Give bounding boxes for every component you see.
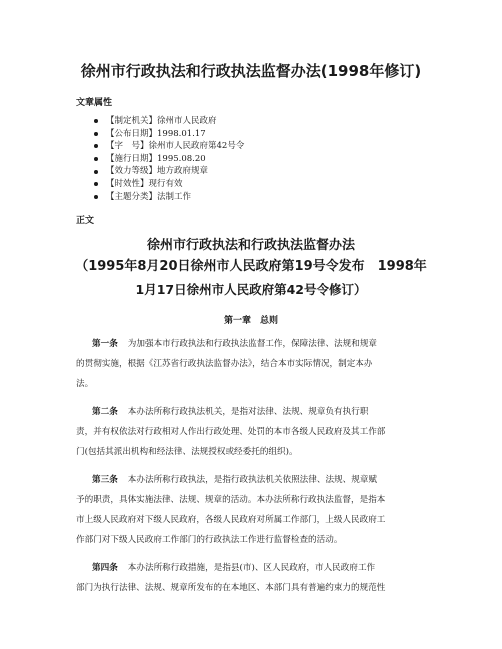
law-title-line: 徐州市行政执法和行政执法监督办法 xyxy=(146,238,355,253)
chapter-heading: 第一章 总则 xyxy=(223,316,278,326)
article-1-line: 的贯彻实施，根据《江苏省行政执法监督办法》，结合本市实际情况，制定本办 xyxy=(76,359,373,369)
attribute-text: 【施行日期】1995.08.20 xyxy=(106,153,206,164)
article-3-line: 予的职责，具体实施法律、法规、规章的活动。本办法所称行政执法监督，是指本 xyxy=(76,495,386,505)
bullet-icon xyxy=(94,119,98,123)
attributes-list xyxy=(76,115,436,203)
body-heading: 正文 xyxy=(76,216,95,226)
attribute-item-document-number xyxy=(76,140,436,153)
article-4-line: 部门为执行法律、法规、规章所发布的在本地区、本部门具有普遍约束力的规范性 xyxy=(76,583,386,593)
bullet-icon xyxy=(94,144,98,148)
attribute-item-validity xyxy=(76,178,436,191)
article-3-line: 市上级人民政府对下级人民政府，各级人民政府对所属工作部门，上级人民政府工 xyxy=(76,515,386,525)
article-text: 本办法所称行政执法，是指行政执法机关依照法律、法规、规章赋 xyxy=(127,475,378,485)
attribute-text: 【效力等级】地方政府规章 xyxy=(106,166,209,177)
attribute-item-publish-date xyxy=(76,128,436,141)
article-number: 第一条 xyxy=(92,339,118,349)
attribute-text: 【字 号】徐州市人民政府第42号令 xyxy=(106,141,245,152)
article-3-line xyxy=(92,470,452,490)
attribute-item-issuer xyxy=(76,115,436,128)
article-number: 第三条 xyxy=(92,475,118,485)
article-1-line: 法。 xyxy=(76,379,94,389)
article-2-line: 责，并有权依法对行政相对人作出行政处理、处罚的本市各级人民政府及其工作部 xyxy=(76,427,386,437)
attribute-item-category xyxy=(76,191,436,204)
article-1-line xyxy=(92,334,452,354)
bullet-icon xyxy=(94,170,98,174)
bullet-icon xyxy=(94,132,98,136)
article-number: 第四条 xyxy=(92,563,118,573)
article-number: 第二条 xyxy=(92,407,118,417)
article-text: 为加强本市行政执法和行政执法监督工作，保障法律、法规和规章 xyxy=(127,339,378,349)
bullet-icon xyxy=(94,157,98,161)
attributes-heading: 文章属性 xyxy=(76,98,113,108)
law-title-line: （1995年8月20日徐州市人民政府第19号令发布 1998年 xyxy=(75,259,427,274)
article-text: 本办法所称行政执法机关，是指对法律、法规、规章负有执行职 xyxy=(127,407,369,417)
article-4-line xyxy=(92,558,452,578)
bullet-icon xyxy=(94,182,98,186)
law-title-line: 1月17日徐州市人民政府第42号令修订） xyxy=(135,282,367,297)
attribute-item-effective-date xyxy=(76,153,436,166)
attribute-text: 【主题分类】法制工作 xyxy=(106,191,192,202)
article-2-line xyxy=(92,402,452,422)
attribute-item-legal-level xyxy=(76,165,436,178)
bullet-icon xyxy=(94,195,98,199)
attribute-text: 【时效性】现行有效 xyxy=(106,178,183,189)
attribute-text: 【公布日期】1998.01.17 xyxy=(106,128,206,139)
article-2-line: 门(包括其派出机构和经法律、法规授权或经委托的组织)。 xyxy=(76,447,298,457)
attribute-text: 【制定机关】徐州市人民政府 xyxy=(106,116,217,126)
article-3-line: 作部门对下级人民政府工作部门的行政执法工作进行监督检查的活动。 xyxy=(76,535,343,545)
document-title: 徐州市行政执法和行政执法监督办法(1998年修订) xyxy=(80,62,422,80)
article-text: 本办法所称行政措施，是指县(市)、区人民政府，市人民政府工作 xyxy=(127,563,376,573)
